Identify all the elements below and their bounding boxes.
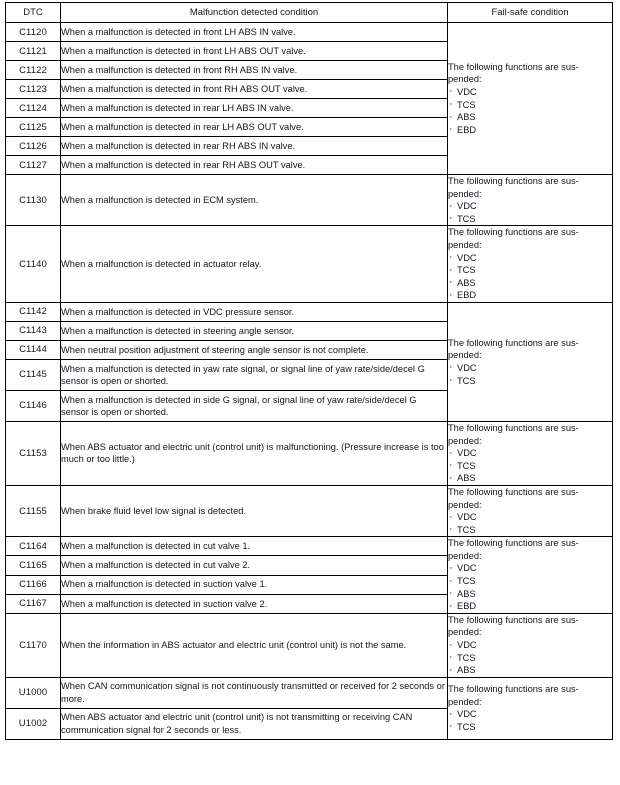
- malfunction-condition-cell: When a malfunction is detected in front LH ABS OUT valve.: [61, 42, 448, 61]
- suspended-function-item: · VDC: [448, 708, 612, 721]
- table-row: [6, 537, 613, 556]
- dtc-code-cell: C1153: [6, 421, 61, 485]
- malfunction-condition-cell: When a malfunction is detected in cut valve 2.: [61, 556, 448, 575]
- malfunction-condition-cell: When a malfunction is detected in suction valve 2.: [61, 594, 448, 613]
- suspended-function-item: · ABS: [448, 664, 612, 677]
- dtc-code-cell: C1124: [6, 99, 61, 118]
- column-header-fail-safe-condition: Fail-safe condition: [448, 3, 613, 23]
- dtc-code-cell: C1146: [6, 390, 61, 421]
- fail-safe-condition-cell: [448, 485, 613, 536]
- malfunction-condition-cell: When a malfunction is detected in rear LH ABS OUT valve.: [61, 118, 448, 137]
- suspended-function-item: · TCS: [448, 460, 612, 473]
- suspended-function-item: · TCS: [448, 213, 612, 226]
- suspended-function-item: · VDC: [448, 86, 612, 99]
- dtc-code-cell: C1145: [6, 359, 61, 390]
- suspended-function-item: · VDC: [448, 562, 612, 575]
- fail-safe-lead-text: The following functions are sus-pended:: [448, 227, 579, 250]
- table-row: [6, 677, 613, 708]
- malfunction-condition-cell: When a malfunction is detected in front LH ABS IN valve.: [61, 23, 448, 42]
- suspended-function-list: [448, 200, 612, 225]
- table-row: [6, 613, 613, 677]
- fail-safe-lead-text: The following functions are sus-pended:: [448, 684, 579, 707]
- dtc-code-cell: C1122: [6, 61, 61, 80]
- column-header-malfunction-condition: Malfunction detected condition: [61, 3, 448, 23]
- dtc-code-cell: C1155: [6, 485, 61, 536]
- fail-safe-condition-cell: [448, 421, 613, 485]
- malfunction-condition-cell: When a malfunction is detected in rear LH ABS IN valve.: [61, 99, 448, 118]
- table-row: [6, 485, 613, 536]
- dtc-code-cell: C1167: [6, 594, 61, 613]
- dtc-code-cell: U1002: [6, 708, 61, 739]
- suspended-function-item: · TCS: [448, 652, 612, 665]
- suspended-function-item: · TCS: [448, 99, 612, 112]
- dtc-code-cell: C1143: [6, 321, 61, 340]
- malfunction-condition-cell: When a malfunction is detected in cut valve 1.: [61, 537, 448, 556]
- dtc-code-cell: C1166: [6, 575, 61, 594]
- suspended-function-list: [448, 562, 612, 612]
- suspended-function-list: [448, 639, 612, 677]
- dtc-code-cell: C1126: [6, 137, 61, 156]
- dtc-code-cell: C1165: [6, 556, 61, 575]
- malfunction-condition-cell: When a malfunction is detected in rear RH ABS IN valve.: [61, 137, 448, 156]
- malfunction-condition-cell: When a malfunction is detected in VDC pressure sensor.: [61, 302, 448, 321]
- malfunction-condition-cell: When CAN communication signal is not continuously transmitted or received for 2 seconds or more.: [61, 677, 448, 708]
- malfunction-condition-cell: When brake fluid level low signal is detected.: [61, 485, 448, 536]
- dtc-fail-safe-table: [5, 2, 613, 740]
- suspended-function-item: · VDC: [448, 362, 612, 375]
- fail-safe-condition-cell: [448, 613, 613, 677]
- malfunction-condition-cell: When ABS actuator and electric unit (control unit) is malfunctioning. (Pressure increase is too much or too little.): [61, 421, 448, 485]
- malfunction-condition-cell: When a malfunction is detected in suction valve 1.: [61, 575, 448, 594]
- malfunction-condition-cell: When a malfunction is detected in rear RH ABS OUT valve.: [61, 156, 448, 175]
- malfunction-condition-cell: When neutral position adjustment of steering angle sensor is not complete.: [61, 340, 448, 359]
- dtc-code-cell: C1130: [6, 175, 61, 226]
- suspended-function-item: · TCS: [448, 721, 612, 734]
- fail-safe-lead-text: The following functions are sus-pended:: [448, 614, 579, 638]
- dtc-code-cell: C1142: [6, 302, 61, 321]
- suspended-function-list: [448, 86, 612, 136]
- fail-safe-lead-text: The following functions are sus-pended:: [448, 486, 579, 510]
- fail-safe-lead-text: The following functions are sus-pended:: [448, 538, 579, 561]
- malfunction-condition-cell: When a malfunction is detected in yaw rate signal, or signal line of yaw rate/side/decel G sensor is open or shorted.: [61, 359, 448, 390]
- suspended-function-list: [448, 252, 612, 302]
- malfunction-condition-cell: When ABS actuator and electric unit (control unit) is not transmitting or receiving CAN communication signal for 2 seconds or less.: [61, 708, 448, 739]
- dtc-code-cell: C1121: [6, 42, 61, 61]
- suspended-function-item: · TCS: [448, 375, 612, 388]
- suspended-function-item: · EBD: [448, 600, 612, 613]
- suspended-function-list: [448, 447, 612, 485]
- table-row: [6, 175, 613, 226]
- malfunction-condition-cell: When a malfunction is detected in steering angle sensor.: [61, 321, 448, 340]
- malfunction-condition-cell: When a malfunction is detected in ECM system.: [61, 175, 448, 226]
- table-row: [6, 421, 613, 485]
- dtc-code-cell: C1140: [6, 226, 61, 303]
- table-row: [6, 302, 613, 321]
- column-header-dtc: DTC: [6, 3, 61, 23]
- suspended-function-item: · EBD: [448, 289, 612, 302]
- dtc-code-cell: C1123: [6, 80, 61, 99]
- suspended-function-item: · TCS: [448, 575, 612, 588]
- dtc-code-cell: C1125: [6, 118, 61, 137]
- suspended-function-item: · TCS: [448, 264, 612, 277]
- suspended-function-item: · ABS: [448, 472, 612, 485]
- fail-safe-condition-cell: [448, 537, 613, 614]
- suspended-function-item: · VDC: [448, 252, 612, 265]
- fail-safe-condition-cell: [448, 23, 613, 175]
- suspended-function-item: · VDC: [448, 639, 612, 652]
- fail-safe-lead-text: The following functions are sus-pended:: [448, 422, 579, 446]
- table-header-row: [6, 3, 613, 23]
- fail-safe-condition-cell: [448, 677, 613, 739]
- dtc-code-cell: C1170: [6, 613, 61, 677]
- suspended-function-item: · ABS: [448, 111, 612, 124]
- suspended-function-item: · VDC: [448, 200, 612, 213]
- fail-safe-condition-cell: [448, 226, 613, 303]
- dtc-code-cell: C1120: [6, 23, 61, 42]
- malfunction-condition-cell: When a malfunction is detected in front RH ABS IN valve.: [61, 61, 448, 80]
- suspended-function-list: [448, 362, 612, 387]
- fail-safe-lead-text: The following functions are sus-pended:: [448, 337, 579, 361]
- dtc-code-cell: C1164: [6, 537, 61, 556]
- suspended-function-item: · VDC: [448, 447, 612, 460]
- malfunction-condition-cell: When the information in ABS actuator and electric unit (control unit) is not the same.: [61, 613, 448, 677]
- suspended-function-item: · ABS: [448, 588, 612, 601]
- table-row: [6, 23, 613, 42]
- fail-safe-condition-cell: [448, 175, 613, 226]
- malfunction-condition-cell: When a malfunction is detected in side G signal, or signal line of yaw rate/side/decel G sensor is open or shorted.: [61, 390, 448, 421]
- suspended-function-list: [448, 511, 612, 536]
- fail-safe-lead-text: The following functions are sus-pended:: [448, 176, 579, 199]
- fail-safe-condition-cell: [448, 302, 613, 421]
- suspended-function-item: · VDC: [448, 511, 612, 524]
- suspended-function-item: · ABS: [448, 277, 612, 290]
- dtc-code-cell: C1144: [6, 340, 61, 359]
- suspended-function-list: [448, 708, 612, 733]
- table-row: [6, 226, 613, 303]
- fail-safe-lead-text: The following functions are sus-pended:: [448, 61, 579, 85]
- suspended-function-item: · TCS: [448, 524, 612, 537]
- malfunction-condition-cell: When a malfunction is detected in actuator relay.: [61, 226, 448, 303]
- malfunction-condition-cell: When a malfunction is detected in front RH ABS OUT valve.: [61, 80, 448, 99]
- suspended-function-item: · EBD: [448, 124, 612, 137]
- dtc-code-cell: U1000: [6, 677, 61, 708]
- table-body: [6, 23, 613, 740]
- dtc-code-cell: C1127: [6, 156, 61, 175]
